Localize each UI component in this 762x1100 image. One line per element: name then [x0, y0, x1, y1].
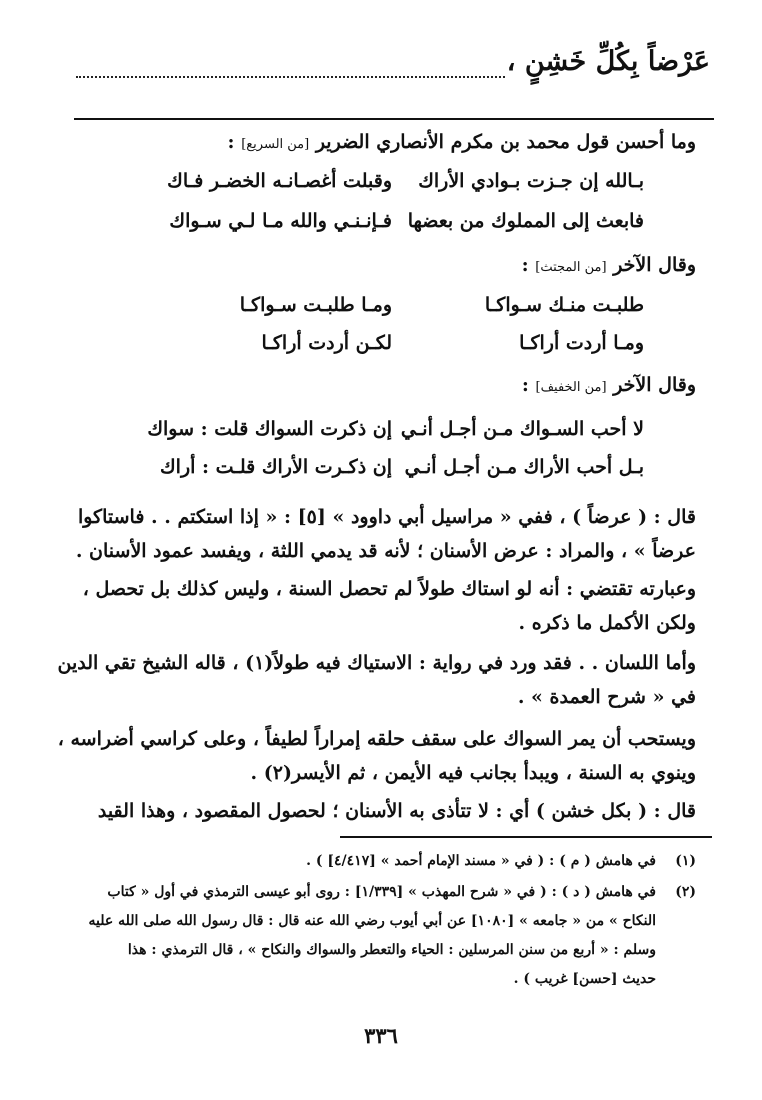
first-hemistich: طلبـت منـك سـواكـا [484, 294, 644, 316]
footnote-text: في هامش ( م ) : ( في « مسند الإمام أحمد » [٤/٤١٧] ) . [306, 853, 656, 869]
intro-text: وقال الآخر [613, 254, 696, 276]
poem-intro-2 [522, 254, 696, 276]
footnote-text-line-2: النكاح » من « جامعه » [١٠٨٠] عن أبي أيوب رضي الله عنه قال : قال رسول الله صلى الله عليه [88, 913, 656, 929]
second-hemistich: إن ذكـرت الأراك قلـت : أراك [160, 456, 392, 478]
intro-colon: : [521, 254, 536, 276]
running-header [76, 46, 710, 94]
paragraph-3-line-1: وأما اللسان . . فقد ورد في رواية : الاستياك فيه طولاً(١) ، قاله الشيخ تقي الدين [57, 652, 696, 674]
second-hemistich: وقبلت أغصـانـه الخضـر فـاك [167, 170, 392, 192]
intro-text: وقال الآخر [613, 374, 696, 396]
header-rule [74, 118, 714, 120]
footnote-rule [340, 836, 712, 838]
page-number: ٣٣٦ [364, 1023, 398, 1048]
second-hemistich: ومـا طلبـت سـواكـا [239, 294, 392, 316]
meter-tag: [من السريع] [241, 137, 310, 152]
intro-colon: : [521, 374, 536, 396]
footnote-text-line-3: وسلم : « أربع من سنن المرسلين : الحياء والتعطر والسواك والنكاح » ، قال الترمذي : هذا [127, 942, 656, 958]
footnote-number: (١) [675, 853, 696, 869]
paragraph-4-line-2: وينوي به السنة ، ويبدأ بجانب فيه الأيمن ، ثم الأيسر(٢) . [250, 762, 696, 784]
intro-colon: : [227, 131, 242, 153]
footnote-number: (٢) [675, 884, 696, 900]
header-dotted-leader [76, 76, 505, 78]
second-hemistich: فـإنـنـي والله مـا لـي سـواك [169, 210, 392, 232]
paragraph-1-line-1: قال : ( عرضاً ) ، ففي « مراسيل أبي داوود » [٥] : « إذا استكتم . . فاستاكوا [77, 506, 696, 528]
first-hemistich: بـالله إن جـزت بـوادي الأراك [418, 170, 644, 192]
paragraph-2-line-2: ولكن الأكمل ما ذكره . [518, 612, 696, 634]
first-hemistich: فابعث إلى المملوك من بعضها [407, 210, 644, 232]
second-hemistich: إن ذكرت السواك قلت : سواك [147, 418, 392, 440]
poem-intro-3 [522, 374, 696, 396]
paragraph-1-line-2: عرضاً » ، والمراد : عرض الأسنان ؛ لأنه قد يدمي اللثة ، ويفسد عمود الأسنان . [75, 540, 696, 562]
meter-tag: [من المجتث] [535, 260, 607, 275]
paragraph-2-line-1: وعبارته تقتضي : أنه لو استاك طولاً لم تحصل السنة ، وليس كذلك بل تحصل ، [82, 578, 696, 600]
footnote-text-line-4: حديث [حسن] غريب ) . [513, 971, 656, 987]
paragraph-3-line-2: في « شرح العمدة » . [517, 686, 696, 708]
first-hemistich: ومـا أردت أراكـا [519, 332, 644, 354]
intro-text: وما أحسن قول محمد بن مكرم الأنصاري الضرير [315, 131, 696, 153]
meter-tag: [من الخفيف] [535, 380, 607, 395]
first-hemistich: لا أحب السـواك مـن أجـل أنـي [400, 418, 644, 440]
poem-intro-1 [228, 131, 696, 153]
second-hemistich: لكـن أردت أراكـا [261, 332, 392, 354]
paragraph-5-line-1: قال : ( بكل خشن ) أي : لا تتأذى به الأسنان ؛ لحصول المقصود ، وهذا القيد [97, 800, 696, 822]
header-title: عَرْضاً بِكُلِّ خَشِنٍ ، [506, 46, 710, 77]
paragraph-4-line-1: ويستحب أن يمر السواك على سقف حلقه إمراراً لطيفاً ، وعلى كراسي أضراسه ، [57, 728, 696, 750]
first-hemistich: بـل أحب الأراك مـن أجـل أنـي [404, 456, 644, 478]
footnote-text-line-1: في هامش ( د ) : ( في « شرح المهذب » [١/٣٣٩] : روى أبو عيسى الترمذي في أول « كتاب [107, 884, 656, 900]
